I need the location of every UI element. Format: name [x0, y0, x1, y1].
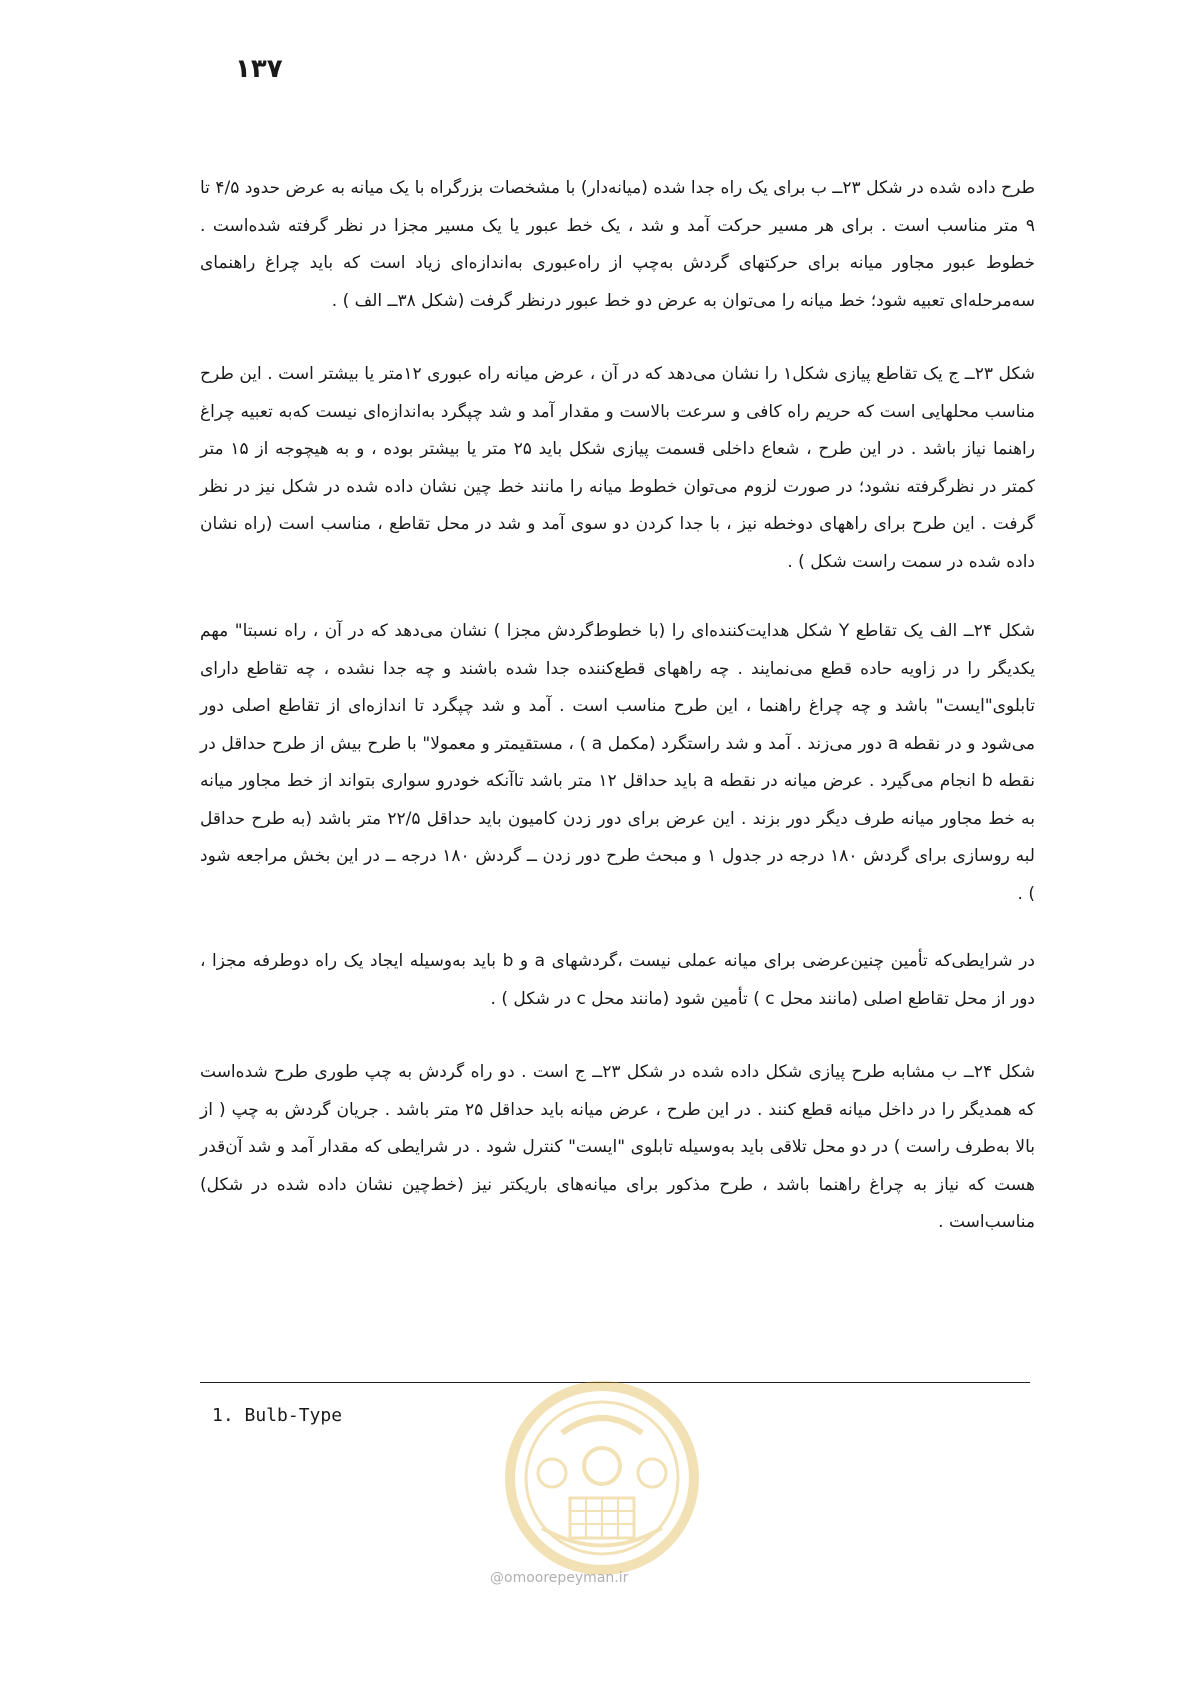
paragraph-1: طرح داده شده در شکل ۲۳ــ ب برای یک راه جدا شده (میانه‌دار) با مشخصات بزرگراه با یک میانه به عرض حدود ۴/۵ تا ۹ متر مناسب است . برای هر مسیر حرکت آمد و شد ، یک خط عبور یا یک مسیر مجزا در نظر گرفته شده‌است . خطوط عبور مجاور میانه برای حرکتهای گردش به‌چپ از راه‌عبوری به‌اندازه‌ای زیاد است که باید چراغ راهنمای سه‌مرحله‌ای تعبیه شود؛ خط میانه را می‌توان به عرض دو خط عبور درنظر گرفت (شکل ۳۸ــ الف ) . [200, 178, 1035, 311]
paragraph-2: شکل ۲۳ــ ج یک تقاطع پیازی شکل۱ را نشان می‌دهد که در آن ، عرض میانه راه عبوری ۱۲متر یا بیشتر است . این طرح مناسب محلهایی است که حریم راه کافی و سرعت بالاست و مقدار آمد و شد چپگرد به‌اندازه‌ای نیست که‌به تعبیه چراغ راهنما نیاز باشد . در این طرح ، شعاع داخلی قسمت پیازی شکل باید ۲۵ متر یا بیشتر بوده ، و به هیچوجه از ۱۵ متر کمتر در نظرگرفته نشود؛ در صورت لزوم می‌توان خطوط میانه را مانند خط چین نشان داده شده در شکل نیز در نظر گرفت . این طرح برای راههای دوخطه نیز ، با جدا کردن دو سوی آمد و شد در محل تقاطع ، مناسب است (راه نشان داده شده در سمت راست شکل ) . [200, 364, 1035, 572]
page-number: ۱۳۷ [235, 54, 283, 84]
paragraph-4: در شرایطی‌که تأمین چنین‌عرضی برای میانه عملی نیست ،گردشهای a و b باید به‌وسیله ایجاد یک راه دوطرفه مجزا ، دور از محل تقاطع اصلی (مانند محل c ) تأمین شود (مانند محل c در شکل ) . [200, 951, 1035, 1009]
paragraph-5: شکل ۲۴ــ ب مشابه طرح پیازی شکل داده شده در شکل ۲۳ــ ج است . دو راه گردش به چپ طوری طرح شده‌است که همدیگر را در داخل میانه قطع کنند . در این طرح ، عرض میانه باید حداقل ۲۵ متر باشد . جریان گردش به چپ ( از بالا به‌طرف راست ) در دو محل تلاقی باید به‌وسیله تابلوی "ایست" کنترل شود . در شرایطی که مقدار آمد و شد آن‌قدر هست که نیاز به چراغ راهنما باشد ، طرح مذکور برای میانه‌های باریکتر نیز (خط‌چین نشان داده شده در شکل) مناسب‌است . [200, 1062, 1035, 1232]
paragraph-3: شکل ۲۴ــ الف یک تقاطع Y شکل هدایت‌کننده‌ای را (با خطوط‌گردش مجزا ) نشان می‌دهد که در آن ، راه نسبتا" مهم یکدیگر را در زاویه حاده قطع می‌نمایند . چه راههای قطع‌کننده جدا شده باشند و چه جدا نشده ، چه تقاطع دارای تابلوی"ایست" باشد و چه چراغ راهنما ، این طرح مناسب است . آمد و شد چپگرد تا اندازه‌ای از تقاطع اصلی دور می‌شود و در نقطه a دور می‌زند . آمد و شد راستگرد (مکمل a ) ، مستقیمتر و معمولا" با طرح بیش از طرح حداقل در نقطه b انجام می‌گیرد . عرض میانه در نقطه a باید حداقل ۱۲ متر باشد تاآنکه خودرو سواری بتواند از خط مجاور میانه به خط مجاور میانه طرف دیگر دور بزند . این عرض برای دور زدن کامیون باید حداقل ۲۲/۵ متر باشد (به طرح حداقل لبه روسازی برای گردش ۱۸۰ درجه در جدول ۱ و مبحث طرح دور زدن ــ گردش ۱۸۰ درجه ــ در این بخش مراجعه شود ) . [200, 621, 1035, 904]
footnote: 1. Bulb-Type [212, 1405, 343, 1426]
watermark-logo-icon [482, 1378, 722, 1578]
body-text [200, 170, 1035, 1280]
watermark-caption: @omoorepeyman.ir [490, 1570, 629, 1586]
